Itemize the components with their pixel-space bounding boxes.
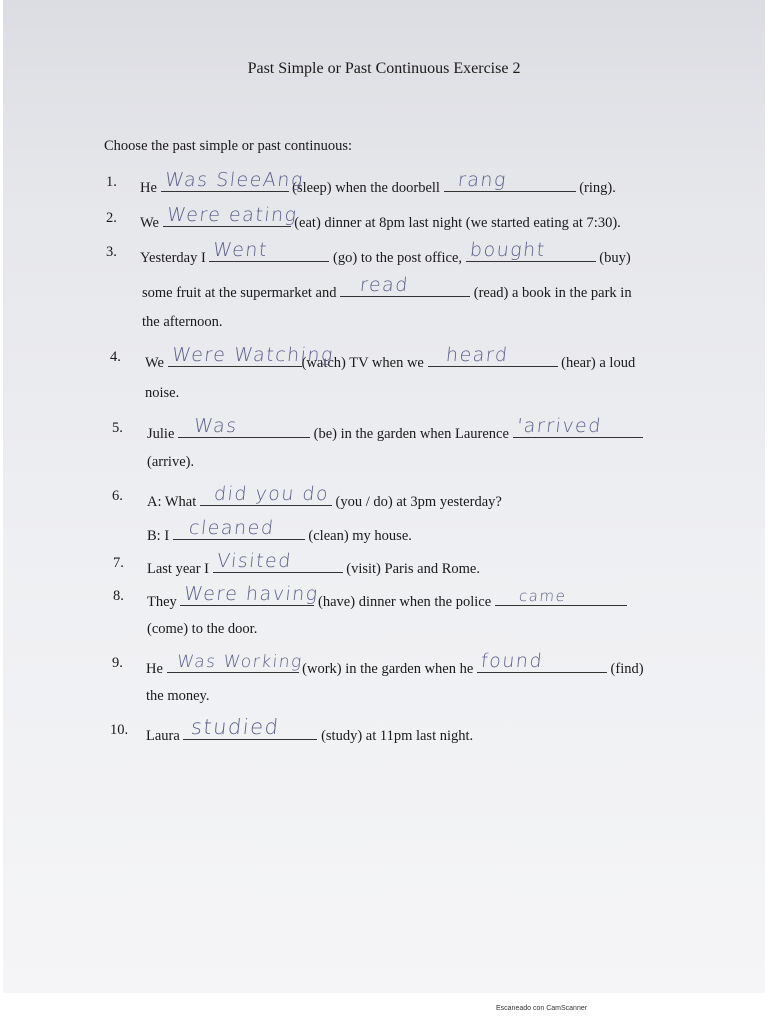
exercise-item-9-end: the money.	[146, 688, 210, 704]
handwritten-answer: Were eating	[165, 204, 299, 226]
scanner-watermark: Escaneado con CamScanner	[496, 1005, 588, 1012]
exercise-item-2: We Were eating (eat) dinner at 8pm last night (we started eating at 7:30).	[140, 204, 621, 231]
item-number: 6.	[112, 488, 123, 504]
handwritten-answer: did you do	[212, 483, 331, 505]
handwritten-answer: came	[517, 587, 568, 605]
exercise-item-10: Laura studied (study) at 11pm last night.	[146, 715, 474, 744]
exercise-item-5: Julie Was (be) in the garden when Laurence 'arrived	[147, 419, 643, 442]
handwritten-answer: Was	[192, 415, 239, 437]
answer-blank	[340, 274, 470, 297]
handwritten-answer: Was SleeAng	[163, 169, 305, 191]
exercise-item-8-end: (come) to the door.	[147, 621, 258, 637]
handwritten-answer: found	[479, 650, 545, 672]
handwritten-answer: 'arrived	[515, 415, 603, 437]
item-number: 2.	[106, 210, 117, 226]
answer-blank	[495, 587, 627, 606]
exercise-item-6-b: B: I cleaned (clean) my house.	[147, 517, 412, 544]
exercise-item-8: They Were having (have) dinner when the police came	[147, 587, 627, 610]
worksheet-title: Past Simple or Past Continuous Exercise 2	[247, 60, 521, 77]
exercise-item-3-end: the afternoon.	[142, 314, 223, 330]
exercise-item-6: A: What did you do (you / do) at 3pm yesterday?	[147, 483, 502, 510]
answer-blank	[178, 415, 310, 438]
answer-blank	[513, 415, 643, 438]
exercise-item-7: Last year I Visited (visit) Paris and Rome.	[147, 550, 480, 577]
exercise-item-3: Yesterday I Went (go) to the post office, bought (buy)	[140, 239, 631, 266]
item-number: 3.	[106, 244, 117, 260]
instruction: Choose the past simple or past continuous:	[104, 138, 353, 154]
exercise-item-4: We Were Watching (watch) TV when we heard (hear) a loud	[145, 344, 636, 371]
answer-blank	[428, 344, 558, 367]
handwritten-answer: Visited	[215, 550, 293, 572]
item-number: 9.	[112, 655, 123, 671]
exercise-item-9: He Was Working (work) in the garden when he found (find)	[146, 650, 644, 677]
item-number: 4.	[110, 349, 121, 365]
exercise-item-5-end: (arrive).	[147, 454, 195, 470]
answer-blank	[163, 204, 299, 227]
answer-blank	[444, 169, 576, 192]
handwritten-answer: rang	[456, 169, 508, 191]
item-number: 7.	[113, 555, 124, 571]
answer-blank	[183, 715, 317, 740]
handwritten-answer: Were Watching	[170, 344, 335, 366]
exercise-item-1: He Was SleeAng (sleep) when the doorbell rang (ring).	[140, 169, 616, 196]
item-number: 10.	[110, 722, 129, 738]
answer-blank	[168, 344, 335, 367]
answer-blank	[173, 517, 305, 540]
item-number: 1.	[106, 174, 117, 190]
handwritten-answer: Were having	[183, 583, 321, 605]
answer-blank	[200, 483, 332, 506]
item-number: 5.	[112, 420, 123, 436]
answer-blank	[213, 550, 343, 573]
handwritten-answer: Was Working	[175, 652, 304, 672]
answer-blank	[477, 650, 607, 673]
answer-blank	[466, 239, 596, 262]
answer-blank	[180, 583, 321, 606]
item-number: 8.	[113, 588, 124, 604]
handwritten-answer: Went	[212, 239, 270, 261]
handwritten-answer: read	[359, 274, 411, 296]
answer-blank	[161, 169, 305, 192]
exercise-item-4-end: noise.	[145, 385, 180, 401]
exercise-item-3-cont: some fruit at the supermarket and read (read) a book in the park in	[142, 274, 632, 301]
answer-blank	[209, 239, 329, 262]
handwritten-answer: studied	[190, 715, 282, 739]
handwritten-answer: cleaned	[187, 517, 276, 539]
answer-blank	[167, 652, 304, 673]
handwritten-answer: bought	[468, 239, 547, 261]
handwritten-answer: heard	[444, 344, 510, 366]
